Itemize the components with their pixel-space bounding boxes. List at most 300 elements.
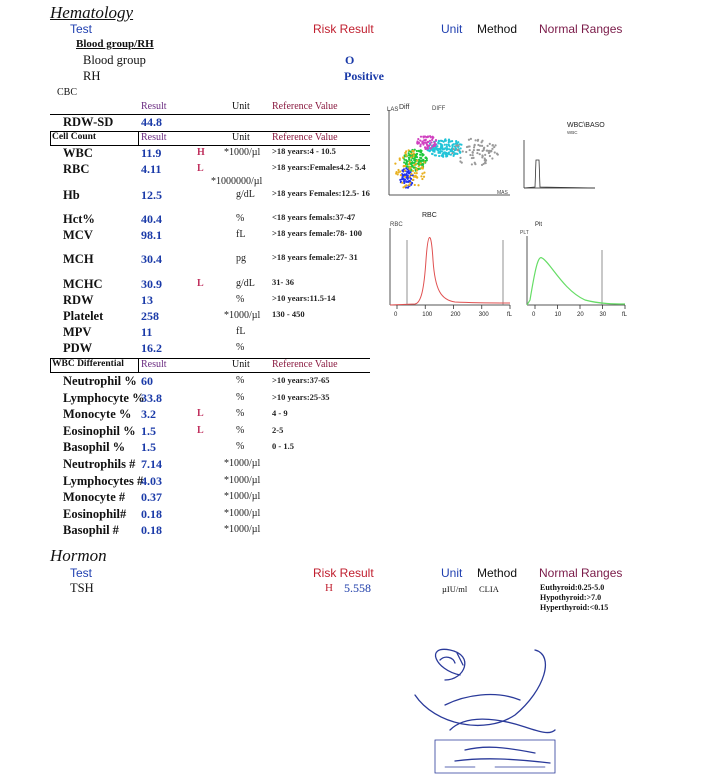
hormon-header-risk-result: Risk Result xyxy=(313,566,374,580)
signature-curve xyxy=(415,650,545,725)
scatter-neutrophil-dot xyxy=(457,141,459,143)
scatter-debris-dot xyxy=(475,139,477,141)
scatter-debris-dot xyxy=(477,139,479,141)
diff-label-2: DIFF xyxy=(432,106,446,112)
cell-count-label: Hct% xyxy=(63,212,95,226)
wbc-diff-reference: >10 years:37-65 xyxy=(272,375,330,385)
scatter-debris-dot xyxy=(459,157,461,159)
header-method: Method xyxy=(477,22,518,36)
cell-count-reference: >18 years female:27- 31 xyxy=(272,252,358,262)
cell-count-col-result: Result xyxy=(141,132,167,143)
wbc-diff-label: Basophil % xyxy=(63,440,126,455)
scatter-other-dot xyxy=(419,162,421,164)
cell-count-unit: *1000/µl xyxy=(224,310,261,321)
cell-count-unit: % xyxy=(236,213,245,224)
scatter-debris-dot xyxy=(476,149,478,151)
scatter-debris-dot xyxy=(472,157,474,159)
scatter-neutrophil-dot xyxy=(438,155,440,157)
scatter-lymphocyte-dot xyxy=(419,154,421,156)
rbc-small-label: RBC xyxy=(390,222,403,228)
scatter-eos-dot xyxy=(427,141,429,143)
scatter-neutrophil-dot xyxy=(431,153,433,155)
scatter-other-dot xyxy=(414,172,416,174)
scatter-debris-dot xyxy=(459,160,461,162)
signature-stamp xyxy=(405,635,585,775)
wbc-diff-value: 0.18 xyxy=(141,523,162,538)
scatter-neutrophil-dot xyxy=(441,150,443,152)
scatter-other-dot xyxy=(397,173,399,175)
rbc-tick-label: fL xyxy=(507,312,513,318)
cell-count-reference: >10 years:11.5-14 xyxy=(272,293,336,303)
scatter-debris-dot xyxy=(481,164,483,166)
scatter-neutrophil-dot xyxy=(442,154,444,156)
scatter-other-dot xyxy=(405,184,407,186)
scatter-other-dot xyxy=(403,165,405,167)
scatter-lymphocyte-dot xyxy=(418,150,420,152)
scatter-mono-dot xyxy=(402,178,404,180)
wbc-diff-unit: *1000/µl xyxy=(224,524,261,536)
cell-count-unit: g/dL xyxy=(236,278,255,289)
scatter-other-dot xyxy=(423,161,425,163)
scatter-other-dot xyxy=(413,176,415,178)
scatter-debris-dot xyxy=(477,144,479,146)
scatter-debris-dot xyxy=(465,151,467,153)
scatter-lymphocyte-dot xyxy=(408,152,410,154)
cell-count-value: 12.5 xyxy=(141,188,162,202)
header-risk-result: Risk Result xyxy=(313,22,374,36)
wbc-diff-label: Lymphocyte % xyxy=(63,390,145,405)
scatter-other-dot xyxy=(401,182,403,184)
cell-count-unit: fL xyxy=(236,326,246,337)
scatter-other-dot xyxy=(420,175,422,177)
wbc-diff-value: 7.14 xyxy=(141,457,162,471)
cell-count-value: 11 xyxy=(141,325,153,339)
cell-count-label: PDW xyxy=(63,341,93,355)
scatter-debris-dot xyxy=(491,144,493,146)
scatter-eos-dot xyxy=(435,139,437,141)
hormon-header-normal-ranges: Normal Ranges xyxy=(539,566,623,580)
wbc-diff-col-reference: Reference Value xyxy=(272,359,338,370)
plt-tick-label: fL xyxy=(622,312,628,318)
wbc-diff-value: 60 xyxy=(141,374,153,388)
scatter-mono-dot xyxy=(403,173,405,175)
cell-count-flag: L xyxy=(197,278,204,289)
wbc-diff-value: 4.03 xyxy=(141,473,162,488)
scatter-lymphocyte-dot xyxy=(422,164,424,166)
scatter-debris-dot xyxy=(486,145,488,147)
cell-count-value: 30.9 xyxy=(141,277,162,291)
scatter-eos-dot xyxy=(431,136,433,138)
scatter-eos-dot xyxy=(425,142,427,144)
wbc-diff-col-unit: Unit xyxy=(232,359,250,370)
cell-count-reference: 130 - 450 xyxy=(272,309,305,319)
cell-count-value: 11.9 xyxy=(141,146,162,160)
scatter-other-dot xyxy=(408,163,410,165)
rh-value: Positive xyxy=(344,69,384,83)
scatter-mono-dot xyxy=(405,181,407,183)
tsh-unit: µIU/ml xyxy=(442,584,468,594)
signature-loop xyxy=(436,649,465,680)
cell-count-unit: % xyxy=(236,294,245,305)
scatter-debris-dot xyxy=(482,155,484,157)
scatter-debris-dot xyxy=(462,150,464,152)
header-normal-ranges: Normal Ranges xyxy=(539,22,623,36)
wbc-baso-label: WBC\BASO xyxy=(567,122,605,129)
scatter-debris-dot xyxy=(489,143,491,145)
wbc-diff-reference: 2-5 xyxy=(272,424,284,435)
scatter-neutrophil-dot xyxy=(436,145,438,147)
cell-count-reference: <18 years femals:37-47 xyxy=(272,212,356,222)
scatter-mono-dot xyxy=(406,175,408,177)
scatter-debris-dot xyxy=(483,147,485,149)
scatter-other-dot xyxy=(404,152,406,154)
scatter-other-dot xyxy=(413,152,415,154)
scatter-eos-dot xyxy=(427,148,429,150)
rbc-tick-label: 300 xyxy=(478,312,489,318)
scatter-other-dot xyxy=(416,172,418,174)
wbc-diff-unit: % xyxy=(236,375,245,386)
wbc-diff-unit: % xyxy=(236,408,245,420)
scatter-other-dot xyxy=(418,165,420,167)
scatter-lymphocyte-dot xyxy=(406,160,408,162)
scatter-neutrophil-dot xyxy=(441,144,443,146)
scatter-neutrophil-dot xyxy=(434,154,436,156)
scatter-eos-dot xyxy=(422,136,424,138)
cell-count-label: MCV xyxy=(63,228,93,242)
scatter-neutrophil-dot xyxy=(449,145,451,147)
scatter-neutrophil-dot xyxy=(443,141,445,143)
scatter-lymphocyte-dot xyxy=(416,150,418,152)
scatter-neutrophil-dot xyxy=(446,146,448,148)
cell-count-unit: pg xyxy=(236,253,246,264)
blood-group-section: Blood group/RH xyxy=(76,38,154,50)
scatter-other-dot xyxy=(416,169,418,171)
section-title-hematology: Hematology xyxy=(50,3,134,22)
wbc-diff-label: Lymphocytes # xyxy=(63,473,144,488)
wbc-diff-reference: 0 - 1.5 xyxy=(272,441,294,452)
scatter-other-dot xyxy=(411,150,413,152)
hormon-header-method: Method xyxy=(477,566,518,580)
scatter-lymphocyte-dot xyxy=(403,159,405,161)
wbc-diff-value: 1.5 xyxy=(141,440,156,455)
tsh-range-euthyroid: Euthyroid:0.25-5.0 xyxy=(540,583,605,592)
scatter-eos-dot xyxy=(419,145,421,147)
scatter-debris-dot xyxy=(493,146,495,148)
scatter-other-dot xyxy=(412,179,414,181)
cell-count-unit: g/dL xyxy=(236,189,255,200)
scatter-neutrophil-dot xyxy=(444,153,446,155)
scatter-mono-dot xyxy=(408,171,410,173)
cell-count-reference: >18 years:Females4.2- 5.4 xyxy=(272,162,366,172)
wbc-diff-label: Eosinophil# xyxy=(63,506,127,521)
plt-title: Plt xyxy=(535,222,543,228)
scatter-eos-dot xyxy=(434,145,436,147)
cell-count-value: 258 xyxy=(141,309,159,323)
cell-count-label: MPV xyxy=(63,325,92,339)
rbc-title: RBC xyxy=(422,212,437,219)
scatter-debris-dot xyxy=(469,154,471,156)
cell-count-unit: fL xyxy=(236,229,246,240)
scatter-debris-dot xyxy=(494,151,496,153)
scatter-other-dot xyxy=(399,159,401,161)
plt-small-label: PLT xyxy=(520,230,529,236)
diff-scatter-plot xyxy=(387,104,510,196)
scatter-other-dot xyxy=(415,162,417,164)
tsh-method: CLIA xyxy=(479,584,499,594)
scatter-other-dot xyxy=(400,174,402,176)
scatter-other-dot xyxy=(410,153,412,155)
cell-count-value: 13 xyxy=(141,293,153,307)
scatter-debris-dot xyxy=(452,148,454,150)
scatter-mono-dot xyxy=(399,179,401,181)
hormon-header-test: Test xyxy=(70,566,93,580)
scatter-neutrophil-dot xyxy=(450,149,452,151)
scatter-other-dot xyxy=(415,167,417,169)
scatter-neutrophil-dot xyxy=(446,144,448,146)
scatter-other-dot xyxy=(408,184,410,186)
scatter-eos-dot xyxy=(420,136,422,138)
scatter-debris-dot xyxy=(484,154,486,156)
tsh-normal-ranges xyxy=(540,583,608,613)
scatter-lymphocyte-dot xyxy=(415,155,417,157)
wbc-diff-flag: L xyxy=(197,408,204,420)
rh-label: RH xyxy=(83,69,101,83)
scatter-eos-dot xyxy=(430,147,432,149)
wbc-diff-unit: % xyxy=(236,441,245,453)
plt-tick-label: 0 xyxy=(532,312,536,318)
scatter-debris-dot xyxy=(494,144,496,146)
cell-count-label: WBC xyxy=(63,146,93,160)
cell-count-label: MCH xyxy=(63,252,94,266)
scatter-debris-dot xyxy=(481,145,483,147)
scatter-neutrophil-dot xyxy=(442,156,444,158)
cell-count-reference: >18 years female:78- 100 xyxy=(272,228,363,238)
scatter-other-dot xyxy=(421,178,423,180)
wbc-diff-label: Neutrophils # xyxy=(63,457,136,471)
scatter-lymphocyte-dot xyxy=(412,162,414,164)
scatter-debris-dot xyxy=(485,162,487,164)
scatter-mono-dot xyxy=(403,182,405,184)
scatter-debris-dot xyxy=(473,144,475,146)
diff-label: Diff xyxy=(399,104,410,111)
cell-count-label: RBC xyxy=(63,162,90,176)
cell-count-col-unit: Unit xyxy=(232,132,250,143)
scatter-other-dot xyxy=(416,177,418,179)
scatter-debris-dot xyxy=(480,141,482,143)
cell-count-label: Hb xyxy=(63,188,80,202)
wbc-diff-label: Monocyte # xyxy=(63,490,126,505)
cell-count-flag: L xyxy=(197,163,204,174)
scatter-eos-dot xyxy=(419,140,421,142)
rbc-tick-label: 200 xyxy=(450,312,461,318)
scatter-other-dot xyxy=(404,170,406,172)
scatter-neutrophil-dot xyxy=(444,138,446,140)
rdw-sd-value: 44.8 xyxy=(141,115,162,129)
tsh-range-hyperthyroid: Hyperthyroid:<0.15 xyxy=(540,603,609,612)
scatter-eos-dot xyxy=(429,135,431,137)
scatter-neutrophil-dot xyxy=(454,152,456,154)
scatter-debris-dot xyxy=(472,151,474,153)
cell-count-unit: % xyxy=(236,342,245,353)
scatter-eos-dot xyxy=(430,141,432,143)
scatter-neutrophil-dot xyxy=(437,148,439,150)
scatter-lymphocyte-dot xyxy=(420,157,422,159)
wbc-diff-value: 3.2 xyxy=(141,407,156,422)
scatter-debris-dot xyxy=(496,153,498,155)
scatter-other-dot xyxy=(399,170,401,172)
scatter-debris-dot xyxy=(490,150,492,152)
scatter-debris-dot xyxy=(486,150,488,152)
scatter-other-dot xyxy=(402,156,404,158)
scatter-mono-dot xyxy=(407,178,409,180)
col-reference: Reference Value xyxy=(272,101,338,112)
plt-tick-label: 10 xyxy=(554,312,562,318)
scatter-mono-dot xyxy=(407,187,409,189)
wbc-diff-value: 0.37 xyxy=(141,490,162,505)
scatter-other-dot xyxy=(397,169,399,171)
wbc-diff-unit: % xyxy=(236,424,245,436)
scatter-debris-dot xyxy=(476,152,478,154)
scatter-neutrophil-dot xyxy=(440,146,442,148)
scatter-other-dot xyxy=(412,170,414,172)
cell-count-unit: *1000000/µl xyxy=(211,176,263,187)
wbc-diff-unit: *1000/µl xyxy=(224,458,261,469)
rbc-tick-label: 100 xyxy=(422,312,433,318)
scatter-lymphocyte-dot xyxy=(403,161,405,163)
scatter-neutrophil-dot xyxy=(434,147,436,149)
scatter-debris-dot xyxy=(474,163,476,165)
scatter-debris-dot xyxy=(479,153,481,155)
wbc-diff-header: WBC Differential xyxy=(52,359,124,369)
cell-count-unit: *1000/µl xyxy=(224,147,261,158)
scatter-debris-dot xyxy=(491,157,493,159)
scatter-other-dot xyxy=(410,156,412,158)
tsh-label: TSH xyxy=(70,581,94,595)
scatter-debris-dot xyxy=(468,139,470,141)
scatter-other-dot xyxy=(420,167,422,169)
scatter-other-dot xyxy=(417,184,419,186)
plt-histogram xyxy=(520,222,628,318)
scatter-other-dot xyxy=(414,184,416,186)
scatter-eos-dot xyxy=(417,138,419,140)
col-result: Result xyxy=(141,101,167,112)
scatter-lymphocyte-dot xyxy=(422,154,424,156)
tsh-value: 5.558 xyxy=(344,581,371,595)
cell-count-label: MCHC xyxy=(63,277,103,291)
rbc-tick-label: 0 xyxy=(394,312,398,318)
scatter-debris-dot xyxy=(488,152,490,154)
scatter-debris-dot xyxy=(485,159,487,161)
scatter-eos-dot xyxy=(424,139,426,141)
cell-count-value: 4.11 xyxy=(141,162,162,176)
scatter-debris-dot xyxy=(451,152,453,154)
blood-group-label: Blood group xyxy=(83,53,146,67)
wbc-diff-unit: *1000/µl xyxy=(224,491,261,503)
header-unit: Unit xyxy=(441,22,463,36)
scatter-other-dot xyxy=(408,166,410,168)
tsh-range-hypothyroid: Hypothyroid:>7.0 xyxy=(540,593,602,602)
diff-mas-label: MAS xyxy=(497,190,508,196)
cell-count-reference: >18 years Females:12.5- 16 xyxy=(272,188,370,198)
cell-count-header: Cell Count xyxy=(52,132,97,142)
scatter-debris-dot xyxy=(469,149,471,151)
wbc-diff-value: 33.8 xyxy=(141,390,162,405)
scatter-neutrophil-dot xyxy=(437,142,439,144)
scatter-other-dot xyxy=(423,176,425,178)
scatter-neutrophil-dot xyxy=(460,147,462,149)
cell-count-value: 30.4 xyxy=(141,252,162,266)
scatter-other-dot xyxy=(409,182,411,184)
scatter-other-dot xyxy=(405,155,407,157)
cbc-label: CBC xyxy=(57,87,78,98)
plt-tick-label: 20 xyxy=(577,312,584,318)
scatter-neutrophil-dot xyxy=(444,144,446,146)
scatter-eos-dot xyxy=(417,143,419,145)
scatter-debris-dot xyxy=(471,163,473,165)
scatter-other-dot xyxy=(404,176,406,178)
wbc-diff-value: 1.5 xyxy=(141,423,156,438)
scatter-debris-dot xyxy=(489,155,491,157)
cell-count-value: 98.1 xyxy=(141,228,162,242)
wbc-diff-reference: 4 - 9 xyxy=(272,408,288,419)
cell-count-value: 16.2 xyxy=(141,341,162,355)
cell-count-reference: 31- 36 xyxy=(272,277,294,287)
scatter-other-dot xyxy=(410,173,412,175)
scatter-other-dot xyxy=(395,171,397,173)
wbc-diff-value: 0.18 xyxy=(141,506,162,521)
scatter-debris-dot xyxy=(481,150,483,152)
scatter-debris-dot xyxy=(472,154,474,156)
cell-count-label: RDW xyxy=(63,293,94,307)
scatter-eos-dot xyxy=(421,142,423,144)
scatter-debris-dot xyxy=(467,146,469,148)
wbc-diff-col-result: Result xyxy=(141,359,167,370)
scatter-other-dot xyxy=(402,186,404,188)
scatter-other-dot xyxy=(413,155,415,157)
scatter-debris-dot xyxy=(473,149,475,151)
tsh-flag: H xyxy=(325,582,333,594)
cell-count-col-reference: Reference Value xyxy=(272,132,338,143)
wbc-diff-unit: % xyxy=(236,391,245,403)
scatter-eos-dot xyxy=(431,146,433,148)
wbc-diff-label: Monocyte % xyxy=(63,407,132,422)
wbc-diff-label: Eosinophil % xyxy=(63,423,136,438)
scatter-neutrophil-dot xyxy=(444,151,446,153)
cell-count-label: Platelet xyxy=(63,309,104,323)
scatter-neutrophil-dot xyxy=(428,149,430,151)
cell-count-flag: H xyxy=(197,147,205,158)
scatter-eos-dot xyxy=(427,135,429,137)
scatter-neutrophil-dot xyxy=(439,151,441,153)
scatter-lymphocyte-dot xyxy=(420,150,422,152)
wbc-diff-flag: L xyxy=(197,424,204,436)
scatter-debris-dot xyxy=(456,144,458,146)
scatter-lymphocyte-dot xyxy=(408,157,410,159)
scatter-debris-dot xyxy=(491,148,493,150)
scatter-debris-dot xyxy=(473,146,475,148)
wbc-diff-unit: *1000/µl xyxy=(224,474,261,486)
section-title-hormon: Hormon xyxy=(50,546,107,565)
scatter-eos-dot xyxy=(433,141,435,143)
scatter-neutrophil-dot xyxy=(452,143,454,145)
rbc-histogram xyxy=(390,212,513,318)
scatter-other-dot xyxy=(416,160,418,162)
plt-tick-label: 30 xyxy=(599,312,607,318)
scatter-other-dot xyxy=(409,176,411,178)
wbc-baso-small-label: WBC xyxy=(567,130,578,135)
cell-count-value: 40.4 xyxy=(141,212,162,226)
wbc-baso-plot xyxy=(524,122,605,188)
